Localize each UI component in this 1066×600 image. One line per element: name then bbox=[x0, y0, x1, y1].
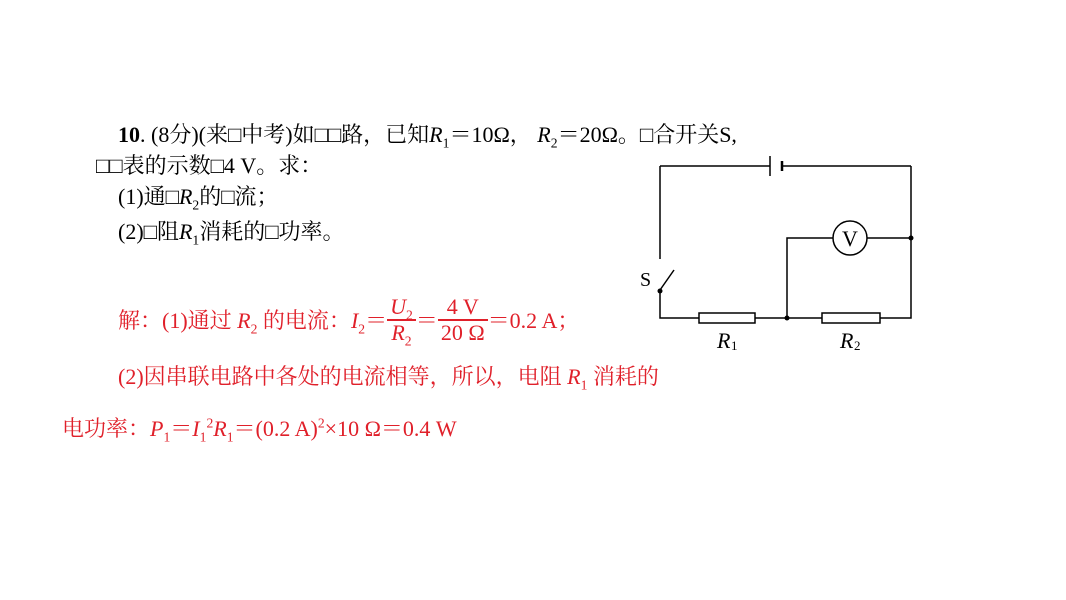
solution3-i1-symbol: I bbox=[192, 416, 200, 441]
wire-left-lower bbox=[660, 292, 699, 318]
part2-prefix: (2)□阻 bbox=[118, 219, 179, 244]
part1-suffix: 的□流； bbox=[199, 184, 279, 209]
solution3-i1-superscript: 2 bbox=[206, 415, 214, 431]
part2-suffix: 消耗的□功率。 bbox=[199, 219, 345, 244]
question-text-a: (8分)(来□中考)如□□路，已知 bbox=[151, 122, 430, 147]
junction-dot-right bbox=[909, 236, 914, 241]
fraction2-numerator: 4 V bbox=[438, 295, 488, 321]
part2-r-subscript: 1 bbox=[192, 232, 200, 248]
solution2-suffix: 消耗的 bbox=[587, 364, 659, 389]
fraction2-denominator: 20 Ω bbox=[440, 320, 485, 345]
resistor-r2 bbox=[822, 313, 880, 323]
solution1-eq2: ＝ bbox=[415, 308, 438, 334]
r2-symbol: R bbox=[537, 122, 551, 147]
question-text-b: ＝10Ω， bbox=[449, 122, 532, 147]
r2-diagram-subscript: 2 bbox=[854, 338, 861, 353]
fraction1-denominator: $R_2$ bbox=[391, 320, 412, 349]
switch-pivot-dot bbox=[658, 289, 663, 294]
solution1-r2-symbol: R bbox=[237, 308, 251, 334]
solution3-p1-subscript: 1 bbox=[163, 429, 171, 445]
solution3-r1-subscript: 1 bbox=[226, 429, 234, 445]
solution2-r1-subscript: 1 bbox=[580, 377, 588, 393]
part1-prefix: (1)通□ bbox=[118, 184, 179, 209]
solution1-prefix: 解：(1)通过 bbox=[118, 308, 238, 334]
switch-label: S bbox=[640, 269, 652, 291]
solution3-eq: ＝ bbox=[170, 416, 193, 441]
r1-diagram-subscript: 1 bbox=[731, 338, 738, 353]
solution3-r1-symbol: R bbox=[213, 416, 227, 441]
voltmeter-label: V bbox=[842, 226, 858, 251]
solution3-rest-b: ×10 Ω＝0.4 W bbox=[324, 416, 457, 441]
part1-r-subscript: 2 bbox=[192, 197, 200, 213]
wire-right bbox=[880, 166, 911, 318]
r1-symbol: R bbox=[429, 122, 443, 147]
solution1-eq1: ＝ bbox=[365, 308, 388, 334]
resistor-r1 bbox=[699, 313, 755, 323]
part2-r-symbol: R bbox=[178, 219, 193, 244]
question-line-2: □□表的示数□4 V。求： bbox=[96, 153, 323, 178]
solution1-mid: 的电流： bbox=[257, 308, 351, 334]
solution1-r2-subscript: 2 bbox=[250, 321, 258, 337]
junction-dot-middle bbox=[785, 316, 790, 321]
switch-blade bbox=[660, 270, 674, 290]
solution1-i2-subscript: 2 bbox=[358, 321, 366, 337]
solution2-prefix: (2)因串联电路中各处的电流相等，所以，电阻 bbox=[118, 364, 568, 389]
solution3-rest-superscript: 2 bbox=[317, 415, 325, 431]
solution3-rest-a: ＝(0.2 A) bbox=[233, 416, 318, 441]
part1-r-symbol: R bbox=[178, 184, 193, 209]
r1-diagram-label: R bbox=[717, 328, 731, 353]
r1-subscript: 1 bbox=[442, 135, 450, 151]
r2-diagram-label: R bbox=[840, 328, 854, 353]
question-number: 10 bbox=[118, 122, 140, 147]
r2-subscript: 2 bbox=[550, 135, 558, 151]
solution3-prefix: 电功率： bbox=[62, 416, 151, 441]
solution3-p1-symbol: P bbox=[150, 416, 164, 441]
solution1-i2-symbol: I bbox=[350, 308, 359, 334]
solution3-i1-subscript: 1 bbox=[199, 429, 207, 445]
question-number-dot: . bbox=[140, 122, 146, 147]
question-text-c: ＝20Ω。□合开关S, bbox=[557, 122, 737, 147]
solution2-r1-symbol: R bbox=[567, 364, 581, 389]
fraction1-numerator: $U_2$ bbox=[387, 295, 416, 321]
solution1-result: ＝0.2 A； bbox=[487, 308, 580, 334]
